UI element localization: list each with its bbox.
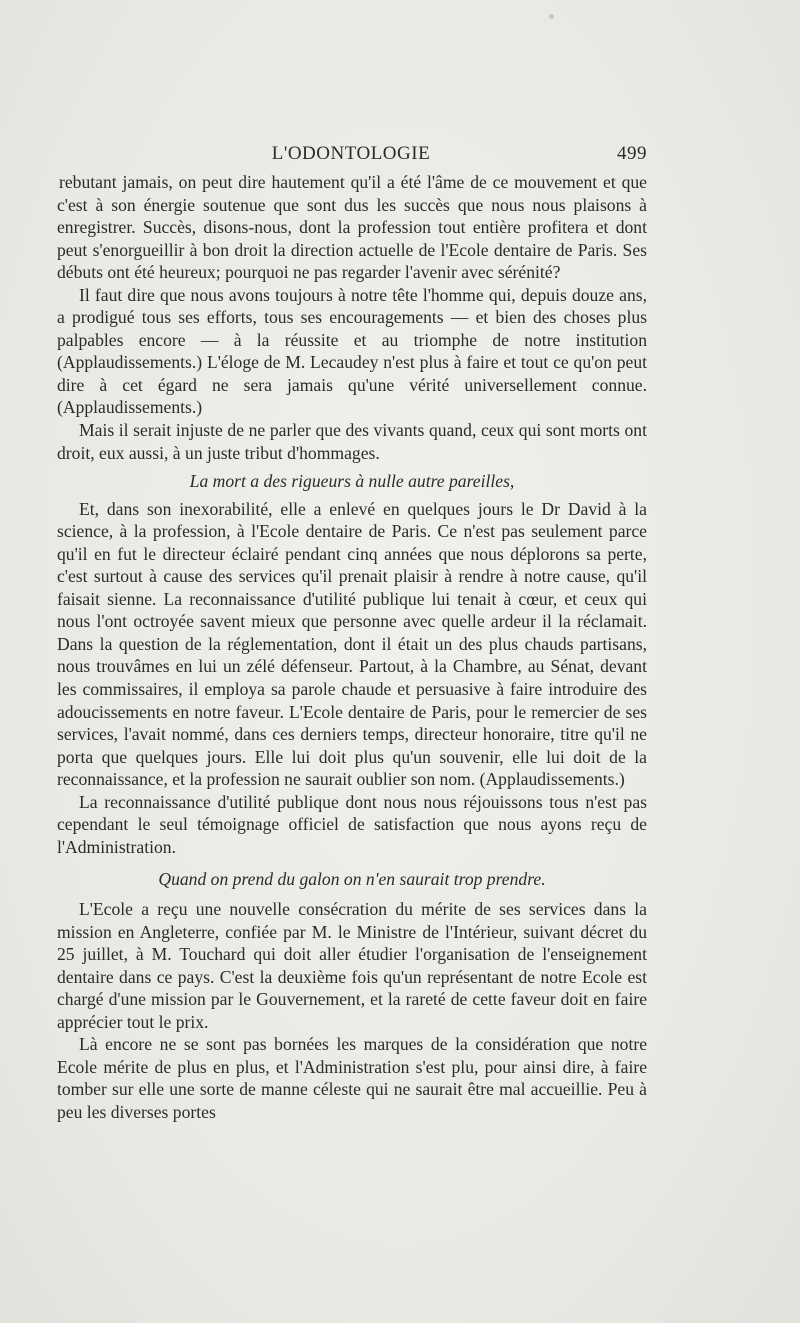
journal-title: L'ODONTOLOGIE xyxy=(271,143,431,164)
paragraph-4: Et, dans son inexorabilité, elle a enlevé en quelques jours le Dr David à la science, à la profession, à l'Ecole dentaire de Paris. Ce n'est pas seulement parce qu'il en fut le directeur éclairé pendant cinq années que nous déplorons sa perte, c'est surtout à cause des services qu'il prenait plaisir à rendre à notre cause, qu'il faisait sienne. La reconnaissance d'utilité publique lui tenait à cœur, et ceux qui nous l'ont octroyée savent mieux que personne avec quelle ardeur il la réclamait. Dans la question de la réglementation, dont il était un des plus chauds partisans, nous trouvâmes en lui un zélé défenseur. Partout, à la Chambre, au Sénat, devant les commissaires, il employa sa parole chaude et persuasive à faire introduire des adoucissements en notre faveur. L'Ecole dentaire de Paris, pour le remercier de ses services, l'avait nommé, dans ces derniers temps, directeur honoraire, titre qu'il ne porta que quelques jours. Elle lui doit plus qu'un souvenir, elle lui doit de la reconnaissance, et la profession ne saurait oublier son nom. (Applaudissements.) xyxy=(57,498,647,790)
running-header xyxy=(55,143,647,167)
page-number: 499 xyxy=(617,143,647,164)
epigraph-2: Quand on prend du galon on n'en saurait trop prendre. xyxy=(158,869,546,890)
paragraph-2: Il faut dire que nous avons toujours à notre tête l'homme qui, depuis douze ans, a prodigué tous ses efforts, tous ses encouragements — et bien des choses plus palpables encore — à la réussite et au triomphe de notre institution (Applaudissements.) L'éloge de M. Lecaudey n'est plus à faire et tout ce qu'on peut dire à cet égard ne sera jamais qu'une vérité universellement connue. (Applaudissements.) xyxy=(57,284,647,418)
article-body xyxy=(57,171,647,1123)
epigraph-1: La mort a des rigueurs à nulle autre pareilles, xyxy=(189,471,515,492)
paragraph-3: Mais il serait injuste de ne parler que des vivants quand, ceux qui sont morts ont droit, eux aussi, à un juste tribut d'hommages. xyxy=(57,420,647,463)
paragraph-1: rebutant jamais, on peut dire hautement qu'il a été l'âme de ce mouvement et que c'est à son énergie soutenue que sont dus les succès que nous nous plaisons à enregistrer. Succès, disons-nous, dont la profession tout entière profitera et dont peut s'enorgueillir à bon droit la direction actuelle de l'Ecole dentaire de Paris. Ses débuts ont été heureux; pourquoi ne pas regarder l'avenir avec sérénité? xyxy=(57,172,647,283)
paper-speck xyxy=(549,14,554,19)
paragraph-5: La reconnaissance d'utilité publique dont nous nous réjouissons tous n'est pas cependant le seul témoignage officiel de satisfaction que nous ayons reçu de l'Administration. xyxy=(57,791,647,857)
paragraph-6: L'Ecole a reçu une nouvelle consécration du mérite de ses services dans la mission en Angleterre, confiée par M. le Ministre de l'Intérieur, suivant décret du 25 juillet, à M. Touchard qui doit aller étudier l'organisation de l'enseignement dentaire dans ce pays. C'est la deuxième fois qu'un représentant de notre Ecole est chargé d'une mission par le Gouvernement, et la rareté de cette faveur doit en faire apprécier tout le prix. xyxy=(57,898,647,1032)
paragraph-7: Là encore ne se sont pas bornées les marques de la considération que notre Ecole mérite de plus en plus, et l'Administration s'est plu, pour ainsi dire, à faire tomber sur elle une sorte de manne céleste qui ne saurait être mal accueillie. Peu à peu les diverses portes xyxy=(57,1034,647,1122)
